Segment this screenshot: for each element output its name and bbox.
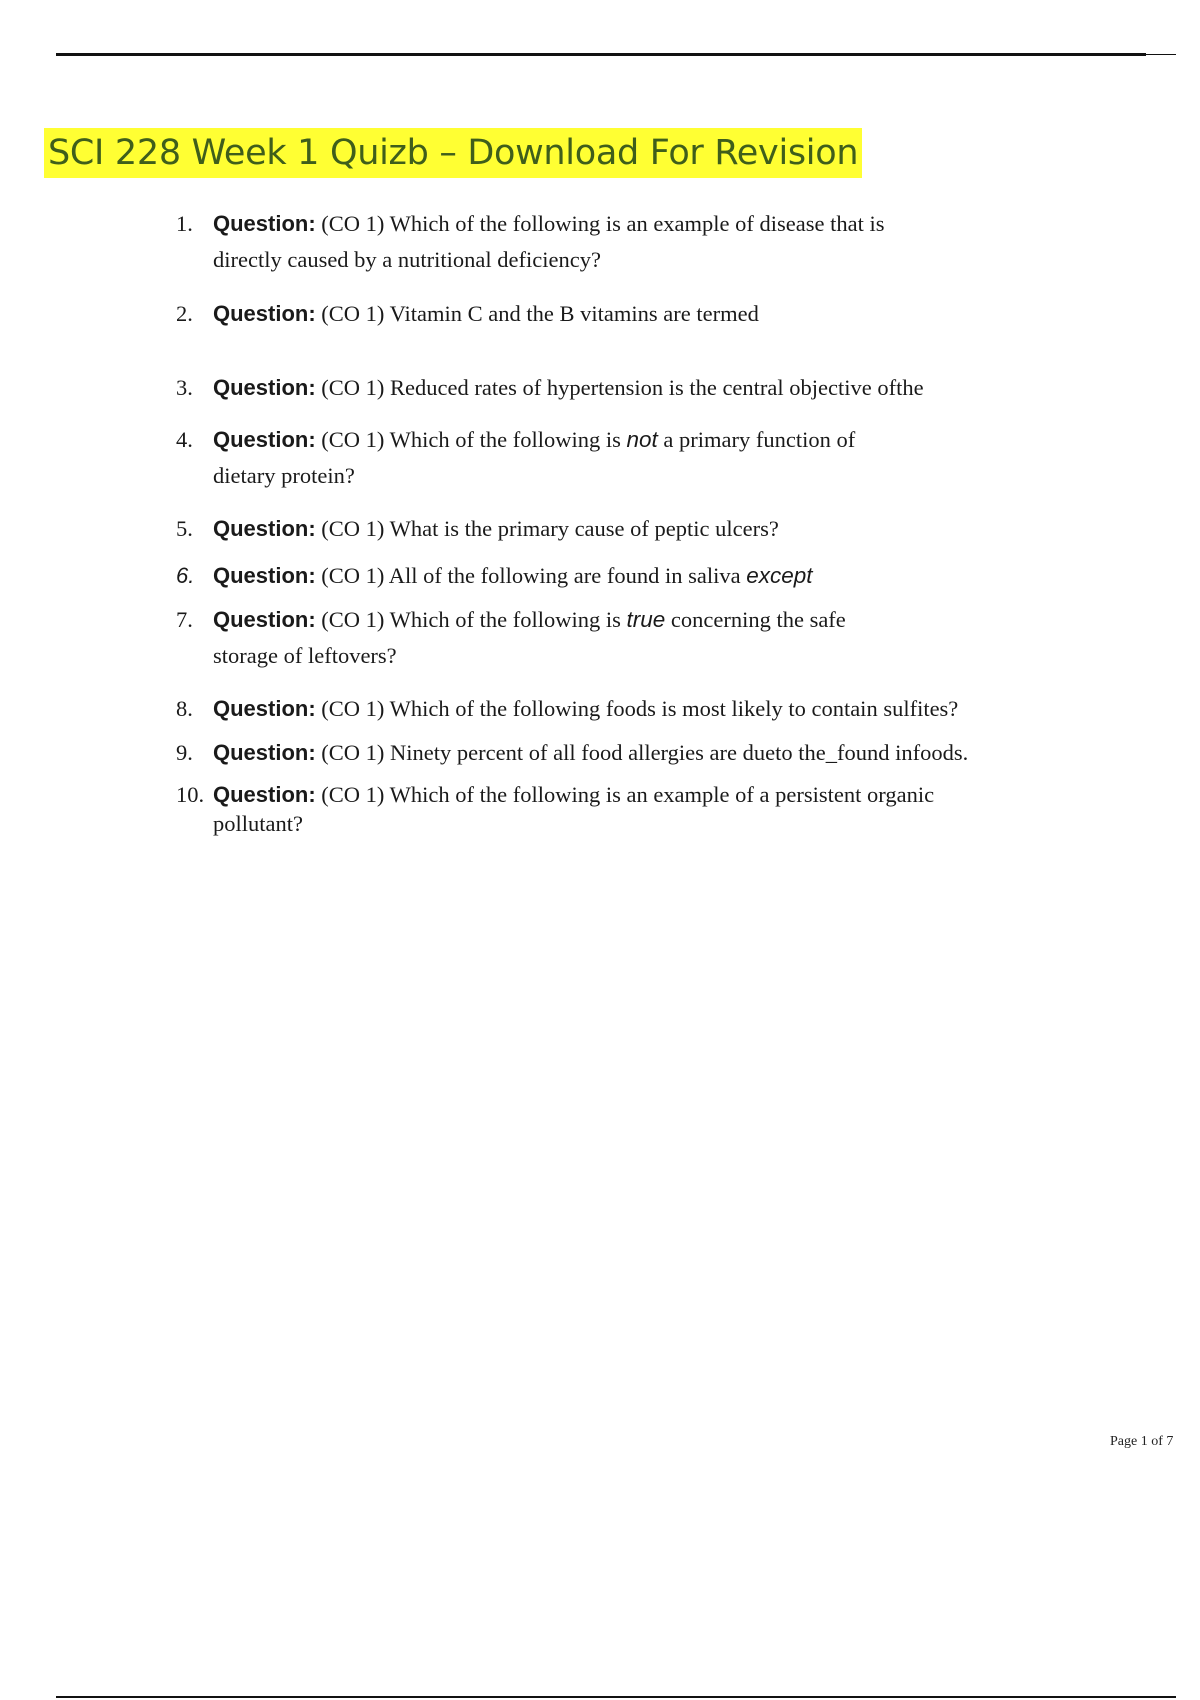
question-body (213, 370, 1053, 406)
question-text-continued: storage of leftovers? (213, 643, 397, 668)
bottom-rule (56, 1696, 1176, 1698)
question-label: Question: (213, 211, 316, 236)
question-number: 8. (176, 696, 193, 721)
question-label: Question: (213, 563, 316, 588)
question-label: Question: (213, 740, 316, 765)
question-text: (CO 1) Reduced rates of hypertension is the central objective ofthe (321, 375, 924, 400)
question-text-continued: pollutant? (213, 811, 303, 836)
question-number: 7. (176, 607, 193, 632)
question-emphasis: true (626, 607, 666, 632)
question-label: Question: (213, 782, 316, 807)
question-body (213, 296, 1053, 332)
question-label: Question: (213, 516, 316, 541)
question-text: (CO 1) What is the primary cause of peptic ulcers? (321, 516, 779, 541)
question-label: Question: (213, 375, 316, 400)
question-body (213, 206, 1053, 278)
question-body (213, 422, 1053, 494)
question-body (213, 602, 1053, 674)
question-text: (CO 1) Vitamin C and the B vitamins are termed (321, 301, 759, 326)
question-number: 10. (176, 782, 205, 807)
question-text-after: concerning the safe (670, 607, 846, 632)
question-number: 1. (176, 211, 193, 236)
top-rule (56, 53, 1146, 56)
question-text-after: a primary function of (663, 427, 856, 452)
question-emphasis: except (746, 563, 813, 588)
question-text: (CO 1) Ninety percent of all food allergies are dueto the_found infoods. (321, 740, 969, 765)
question-text: (CO 1) All of the following are found in saliva (321, 563, 741, 588)
question-text-continued: directly caused by a nutritional deficiency? (213, 247, 601, 272)
question-label: Question: (213, 301, 316, 326)
question-text: (CO 1) Which of the following is an example of disease that is (321, 211, 885, 236)
question-number: 2. (176, 301, 193, 326)
question-text-continued: dietary protein? (213, 463, 355, 488)
question-body (213, 735, 1053, 771)
question-number: 9. (176, 740, 193, 765)
question-number: 3. (176, 375, 193, 400)
question-text: (CO 1) Which of the following foods is most likely to contain sulfites? (321, 696, 959, 721)
question-number: 6. (176, 563, 195, 588)
question-body (213, 780, 1053, 838)
question-body (213, 691, 1053, 727)
question-body (213, 558, 1053, 594)
question-label: Question: (213, 696, 316, 721)
top-rule-tail (1146, 54, 1176, 55)
question-body (213, 511, 1053, 547)
question-text: (CO 1) Which of the following is (321, 607, 621, 632)
question-label: Question: (213, 427, 316, 452)
page-number: Page 1 of 7 (1110, 1434, 1174, 1449)
question-emphasis: not (626, 427, 658, 452)
document-title: SCI 228 Week 1 Quizb – Download For Revision (44, 128, 862, 178)
question-number: 4. (176, 427, 193, 452)
question-text: (CO 1) Which of the following is an example of a persistent organic (321, 782, 935, 807)
question-number: 5. (176, 516, 193, 541)
question-text: (CO 1) Which of the following is (321, 427, 621, 452)
question-label: Question: (213, 607, 316, 632)
